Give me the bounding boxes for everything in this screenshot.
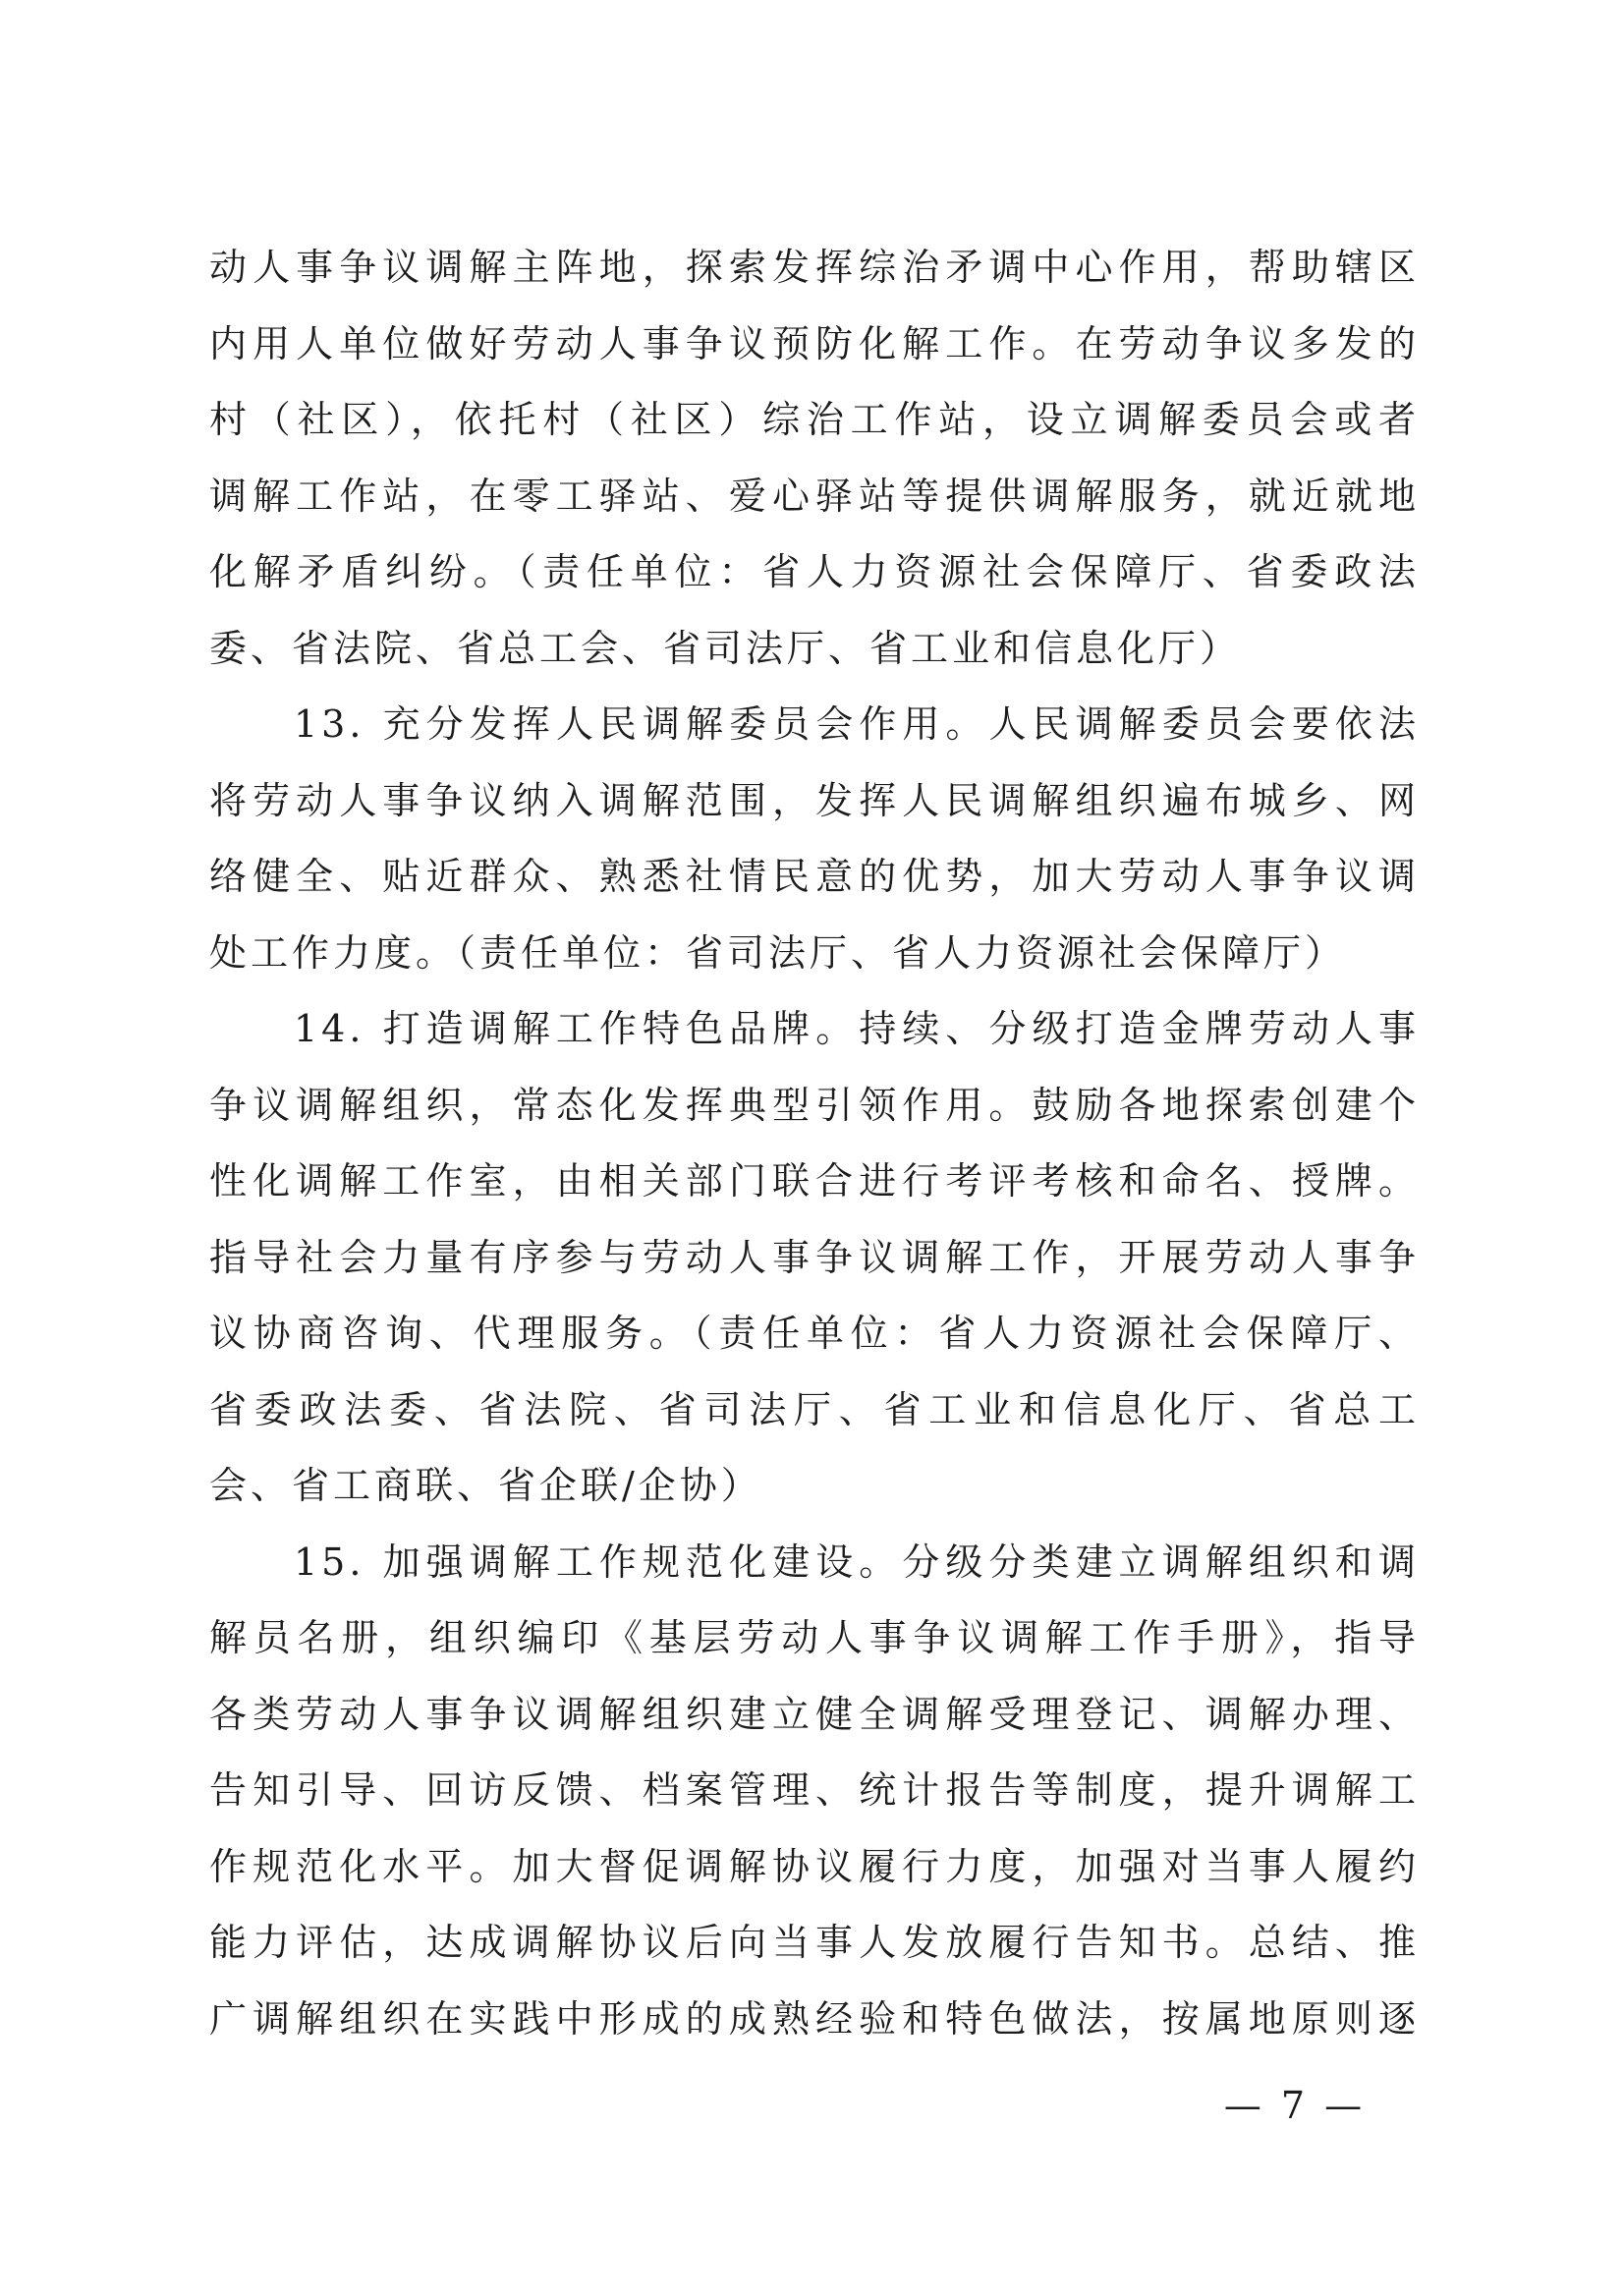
paragraph-first-line: 14. 打造调解工作特色品牌。持续、分级打造金牌劳动人事 xyxy=(294,1007,1420,1050)
paragraph-line: 争议调解组织，常态化发挥典型引领作用。鼓励各地探索创建个 xyxy=(209,1083,1420,1127)
paragraph-line: 省委政法委、省法院、省司法厅、省工业和信息化厅、省总工 xyxy=(209,1387,1420,1431)
paragraph-line: 村（社区），依托村（社区）综治工作站，设立调解委员会或者 xyxy=(209,398,1420,441)
paragraph-item-15 xyxy=(209,1525,1420,2058)
paragraph-line: 委、省法院、省总工会、省司法厅、省工业和信息化厅） xyxy=(209,626,1242,670)
paragraph-line: 内用人单位做好劳动人事争议预防化解工作。在劳动争议多发的 xyxy=(209,321,1420,365)
paragraph-first-line: 13. 充分发挥人民调解委员会作用。人民调解委员会要依法 xyxy=(294,702,1420,746)
paragraph-line: 告知引导、回访反馈、档案管理、统计报告等制度，提升调解工 xyxy=(209,1768,1420,1812)
paragraph-line: 动人事争议调解主阵地，探索发挥综治矛调中心作用，帮助辖区 xyxy=(209,246,1420,289)
paragraph-line: 指导社会力量有序参与劳动人事争议调解工作，开展劳动人事争 xyxy=(209,1235,1420,1279)
paragraph-line: 性化调解工作室，由相关部门联合进行考评考核和命名、授牌。 xyxy=(209,1159,1420,1203)
document-body xyxy=(209,230,1420,2057)
paragraph-line: 议协商咨询、代理服务。（责任单位：省人力资源社会保障厅、 xyxy=(209,1312,1420,1355)
paragraph-first-line: 15. 加强调解工作规范化建设。分级分类建立调解组织和调 xyxy=(294,1539,1420,1584)
paragraph-line: 络健全、贴近群众、熟悉社情民意的优势，加大劳动人事争议调 xyxy=(209,855,1420,898)
paragraph-line: 处工作力度。（责任单位：省司法厅、省人力资源社会保障厅） xyxy=(209,930,1347,975)
paragraph-line: 作规范化水平。加大督促调解协议履行力度，加强对当事人履约 xyxy=(209,1844,1420,1888)
paragraph-line: 各类劳动人事争议调解组织建立健全调解受理登记、调解办理、 xyxy=(209,1692,1420,1736)
paragraph-line: 广调解组织在实践中形成的成熟经验和特色做法，按属地原则逐 xyxy=(209,1996,1420,2041)
paragraph-continued xyxy=(209,230,1420,687)
paragraph-line: 化解矛盾纠纷。（责任单位：省人力资源社会保障厅、省委政法 xyxy=(209,550,1420,593)
paragraph-item-13 xyxy=(209,687,1420,991)
paragraph-item-14 xyxy=(209,991,1420,1525)
paragraph-line: 解员名册，组织编印《基层劳动人事争议调解工作手册》，指导 xyxy=(209,1616,1420,1659)
paragraph-line: 会、省工商联、省企联/企协） xyxy=(209,1464,762,1507)
paragraph-line: 调解工作站，在零工驿站、爱心驿站等提供调解服务，就近就地 xyxy=(209,474,1420,518)
paragraph-line: 能力评估，达成调解协议后向当事人发放履行告知书。总结、推 xyxy=(209,1921,1420,1964)
page-number: — 7 — xyxy=(1223,2084,1367,2127)
paragraph-line: 将劳动人事争议纳入调解范围，发挥人民调解组织遍布城乡、网 xyxy=(209,778,1420,822)
